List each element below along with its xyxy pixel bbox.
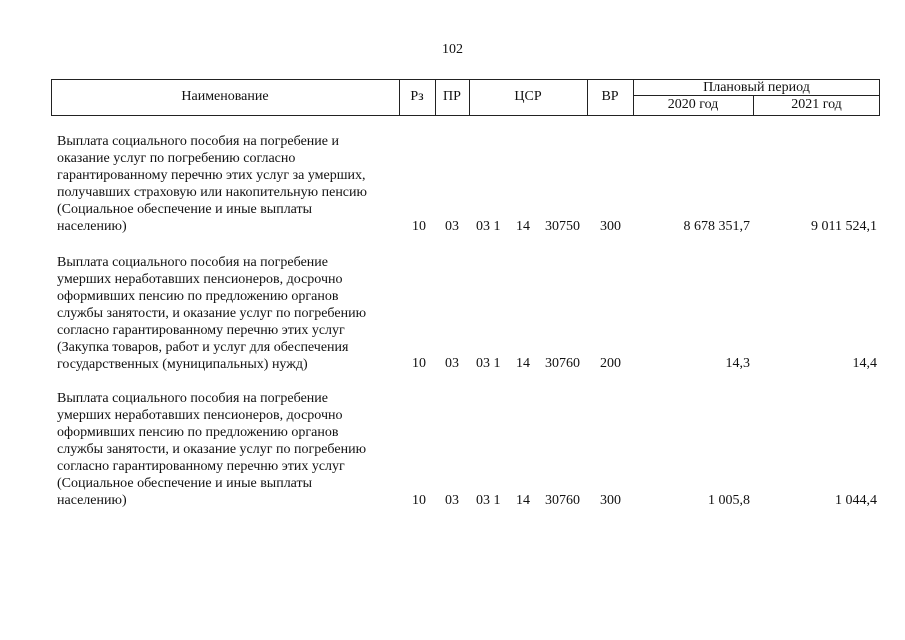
description-line: государственных (муниципальных) нужд) — [57, 357, 308, 372]
description-line: Выплата социального пособия на погребение — [57, 391, 328, 406]
description-line: (Социальное обеспечение и иные выплаты — [57, 202, 313, 217]
header-year-2021: 2021 год — [791, 97, 842, 112]
row-csr-program: 03 1 — [476, 356, 501, 371]
row-csr-code: 30760 — [545, 356, 580, 371]
row-pr: 03 — [445, 219, 459, 234]
row-description — [57, 133, 402, 235]
table-row — [0, 390, 905, 511]
row-csr-subprogram: 14 — [516, 493, 530, 508]
description-line: оформивших пенсию по предложению органов — [57, 289, 339, 304]
row-description — [57, 254, 402, 373]
row-description — [57, 390, 402, 509]
header-rz: Рз — [410, 89, 424, 104]
description-line: службы занятости, и оказание услуг по погребению — [57, 306, 367, 321]
description-line: Выплата социального пособия на погребение — [57, 255, 328, 270]
description-line: службы занятости, и оказание услуг по погребению — [57, 442, 367, 457]
row-pr: 03 — [445, 356, 459, 371]
description-line: населению) — [57, 493, 127, 508]
description-line: населению) — [57, 219, 127, 234]
header-pr: ПР — [443, 89, 461, 104]
description-line: (Социальное обеспечение и иные выплаты — [57, 476, 313, 491]
row-vr: 300 — [600, 219, 621, 234]
description-line: согласно гарантированному перечню этих услуг — [57, 323, 345, 338]
header-vr: ВР — [601, 89, 619, 104]
description-line: гарантированному перечню этих услуг за умерших, — [57, 168, 366, 183]
description-line: оказание услуг по погребению согласно — [57, 151, 296, 166]
row-vr: 300 — [600, 493, 621, 508]
row-rz: 10 — [412, 493, 426, 508]
header-name: Наименование — [181, 89, 269, 104]
row-value-2020: 8 678 351,7 — [683, 219, 750, 234]
header-year-2020: 2020 год — [667, 97, 719, 112]
description-line: (Закупка товаров, работ и услуг для обеспечения — [57, 340, 349, 355]
description-line: умерших неработавших пенсионеров, досрочно — [57, 272, 343, 287]
row-value-2021: 9 011 524,1 — [811, 219, 877, 234]
description-line: получавших страховую или накопительную пенсию — [57, 185, 367, 200]
row-csr-code: 30750 — [545, 219, 580, 234]
row-csr-program: 03 1 — [476, 493, 501, 508]
row-value-2020: 14,3 — [725, 356, 750, 371]
header-plan-period: Плановый период — [703, 80, 810, 95]
description-line: умерших неработавших пенсионеров, досрочно — [57, 408, 343, 423]
description-line: Выплата социального пособия на погребение и — [57, 134, 339, 149]
description-line: оформивших пенсию по предложению органов — [57, 425, 339, 440]
table-row — [0, 254, 905, 375]
row-value-2021: 14,4 — [852, 356, 877, 371]
row-value-2020: 1 005,8 — [708, 493, 750, 508]
page-number: 102 — [442, 42, 463, 57]
row-vr: 200 — [600, 356, 621, 371]
table-header — [51, 79, 880, 115]
row-rz: 10 — [412, 356, 426, 371]
row-value-2021: 1 044,4 — [835, 493, 877, 508]
row-pr: 03 — [445, 493, 459, 508]
header-csr: ЦСР — [514, 89, 542, 104]
row-rz: 10 — [412, 219, 426, 234]
table-row — [0, 133, 905, 237]
header-bottom-border — [51, 115, 880, 116]
row-csr-subprogram: 14 — [516, 219, 530, 234]
row-csr-subprogram: 14 — [516, 356, 530, 371]
row-csr-code: 30760 — [545, 493, 580, 508]
row-csr-program: 03 1 — [476, 219, 501, 234]
description-line: согласно гарантированному перечню этих услуг — [57, 459, 345, 474]
